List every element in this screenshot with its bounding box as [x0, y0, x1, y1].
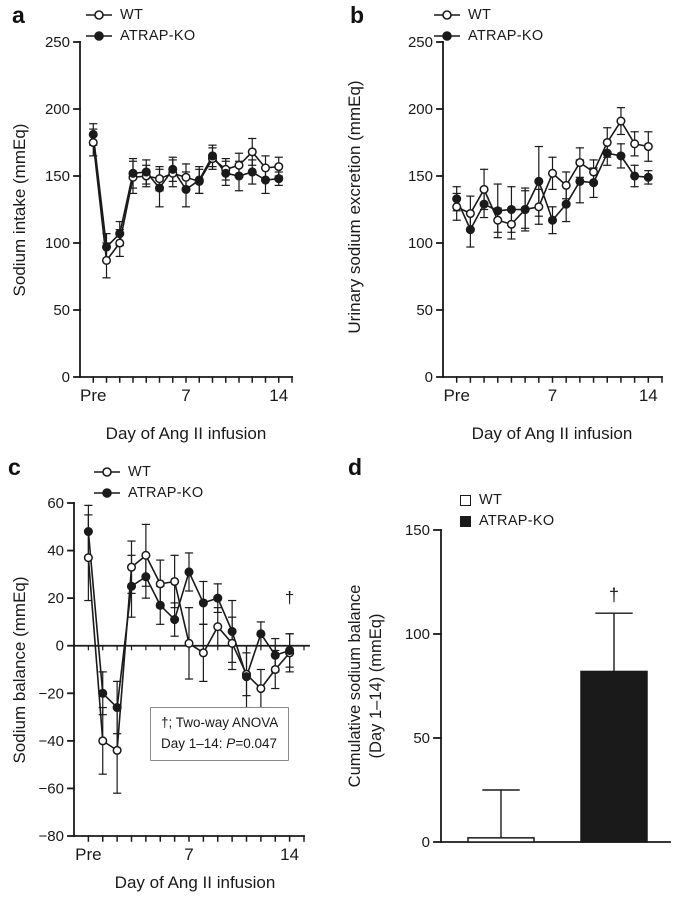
svg-text:0: 0 [61, 369, 70, 386]
legend-item-wt [86, 7, 195, 23]
panel-d [338, 450, 676, 903]
panel-d-y-axis-label-line1: Cumulative sodium balance [346, 584, 364, 788]
svg-text:Pre: Pre [443, 386, 470, 405]
svg-text:250: 250 [407, 34, 433, 51]
panel-c-chart [0, 450, 338, 903]
svg-text:†: † [608, 585, 620, 606]
panel-b-x-axis-label: Day of Ang II infusion [471, 424, 633, 443]
panel-c-y-axis-label: Sodium balance (mmEq) [10, 576, 29, 764]
panel-b-legend [434, 7, 543, 44]
panel-d-y-axis-label [345, 585, 387, 788]
svg-text:150: 150 [404, 522, 430, 539]
panel-b-y-axis-label: Urinary sodium excretion (mmEq) [345, 80, 364, 334]
svg-text:14: 14 [280, 845, 300, 864]
svg-text:50: 50 [413, 730, 430, 747]
legend-label-atrap-ko: ATRAP-KO [479, 513, 555, 529]
anova-annotation-box [150, 707, 289, 761]
svg-text:0: 0 [55, 637, 64, 655]
svg-text:250: 250 [44, 34, 70, 51]
svg-text:Pre: Pre [80, 386, 107, 405]
svg-text:7: 7 [547, 386, 558, 405]
panel-b-chart [338, 0, 676, 450]
open-circle-marker-icon [94, 467, 120, 477]
filled-circle-marker-icon [434, 31, 460, 41]
anova-annotation-line2: Day 1–14: P=0.047 [161, 735, 277, 751]
open-circle-marker-icon [434, 10, 460, 20]
panel-d-legend [460, 492, 554, 529]
svg-text:14: 14 [638, 386, 658, 405]
svg-text:100: 100 [407, 235, 433, 252]
legend-label-atrap-ko: ATRAP-KO [120, 28, 196, 44]
svg-text:100: 100 [44, 235, 70, 252]
anova-annotation-line1: †; Two-way ANOVA [161, 715, 279, 730]
panel-b-letter: b [350, 2, 365, 28]
legend-label-wt: WT [128, 464, 152, 480]
panel-a-y-axis-label: Sodium intake (mmEq) [10, 123, 29, 297]
legend-item-atrap-ko [460, 513, 554, 529]
panel-d-y-axis-label-line2: (Day 1–14) (mmEq) [367, 613, 385, 759]
filled-square-marker-icon [460, 516, 471, 527]
legend-item-wt [460, 492, 554, 508]
legend-label-wt: WT [468, 7, 492, 23]
svg-text:150: 150 [407, 168, 433, 185]
svg-text:40: 40 [47, 542, 64, 560]
panel-b [338, 0, 676, 450]
svg-text:7: 7 [184, 845, 194, 864]
open-square-marker-icon [460, 495, 471, 506]
legend-label-wt: WT [120, 7, 144, 23]
svg-text:200: 200 [407, 101, 433, 118]
panel-a [0, 0, 338, 450]
legend-item-atrap-ko [434, 28, 543, 44]
svg-text:−60: −60 [38, 780, 64, 798]
panel-c-x-axis-label: Day of Ang II infusion [114, 873, 276, 892]
svg-text:200: 200 [44, 101, 70, 118]
svg-text:7: 7 [181, 386, 191, 405]
panel-a-letter: a [12, 2, 25, 28]
legend-item-atrap-ko [94, 485, 203, 501]
panel-c-legend [94, 464, 203, 501]
svg-text:14: 14 [269, 386, 289, 405]
svg-text:0: 0 [424, 369, 433, 386]
svg-text:−40: −40 [38, 732, 64, 750]
panel-d-letter: d [348, 454, 363, 480]
panel-c-letter: c [8, 454, 21, 480]
svg-text:20: 20 [47, 590, 64, 608]
open-circle-marker-icon [86, 10, 112, 20]
svg-text:−80: −80 [38, 828, 64, 845]
legend-item-atrap-ko [86, 28, 195, 44]
svg-text:Pre: Pre [75, 845, 102, 864]
panel-a-x-axis-label: Day of Ang II infusion [105, 424, 267, 443]
legend-label-atrap-ko: ATRAP-KO [468, 28, 544, 44]
legend-label-wt: WT [479, 492, 503, 508]
filled-circle-marker-icon [94, 488, 120, 498]
legend-label-atrap-ko: ATRAP-KO [128, 485, 204, 501]
legend-item-wt [434, 7, 543, 23]
panel-a-chart [0, 0, 338, 450]
panel-a-legend [86, 7, 195, 44]
legend-item-wt [94, 464, 203, 480]
svg-text:150: 150 [44, 168, 70, 185]
svg-text:100: 100 [404, 626, 430, 643]
svg-text:60: 60 [47, 495, 64, 512]
panel-c [0, 450, 338, 903]
filled-circle-marker-icon [86, 31, 112, 41]
svg-text:−20: −20 [38, 685, 64, 703]
svg-text:†: † [284, 587, 295, 607]
svg-text:50: 50 [53, 302, 70, 319]
svg-text:0: 0 [421, 834, 430, 851]
svg-text:50: 50 [416, 302, 433, 319]
